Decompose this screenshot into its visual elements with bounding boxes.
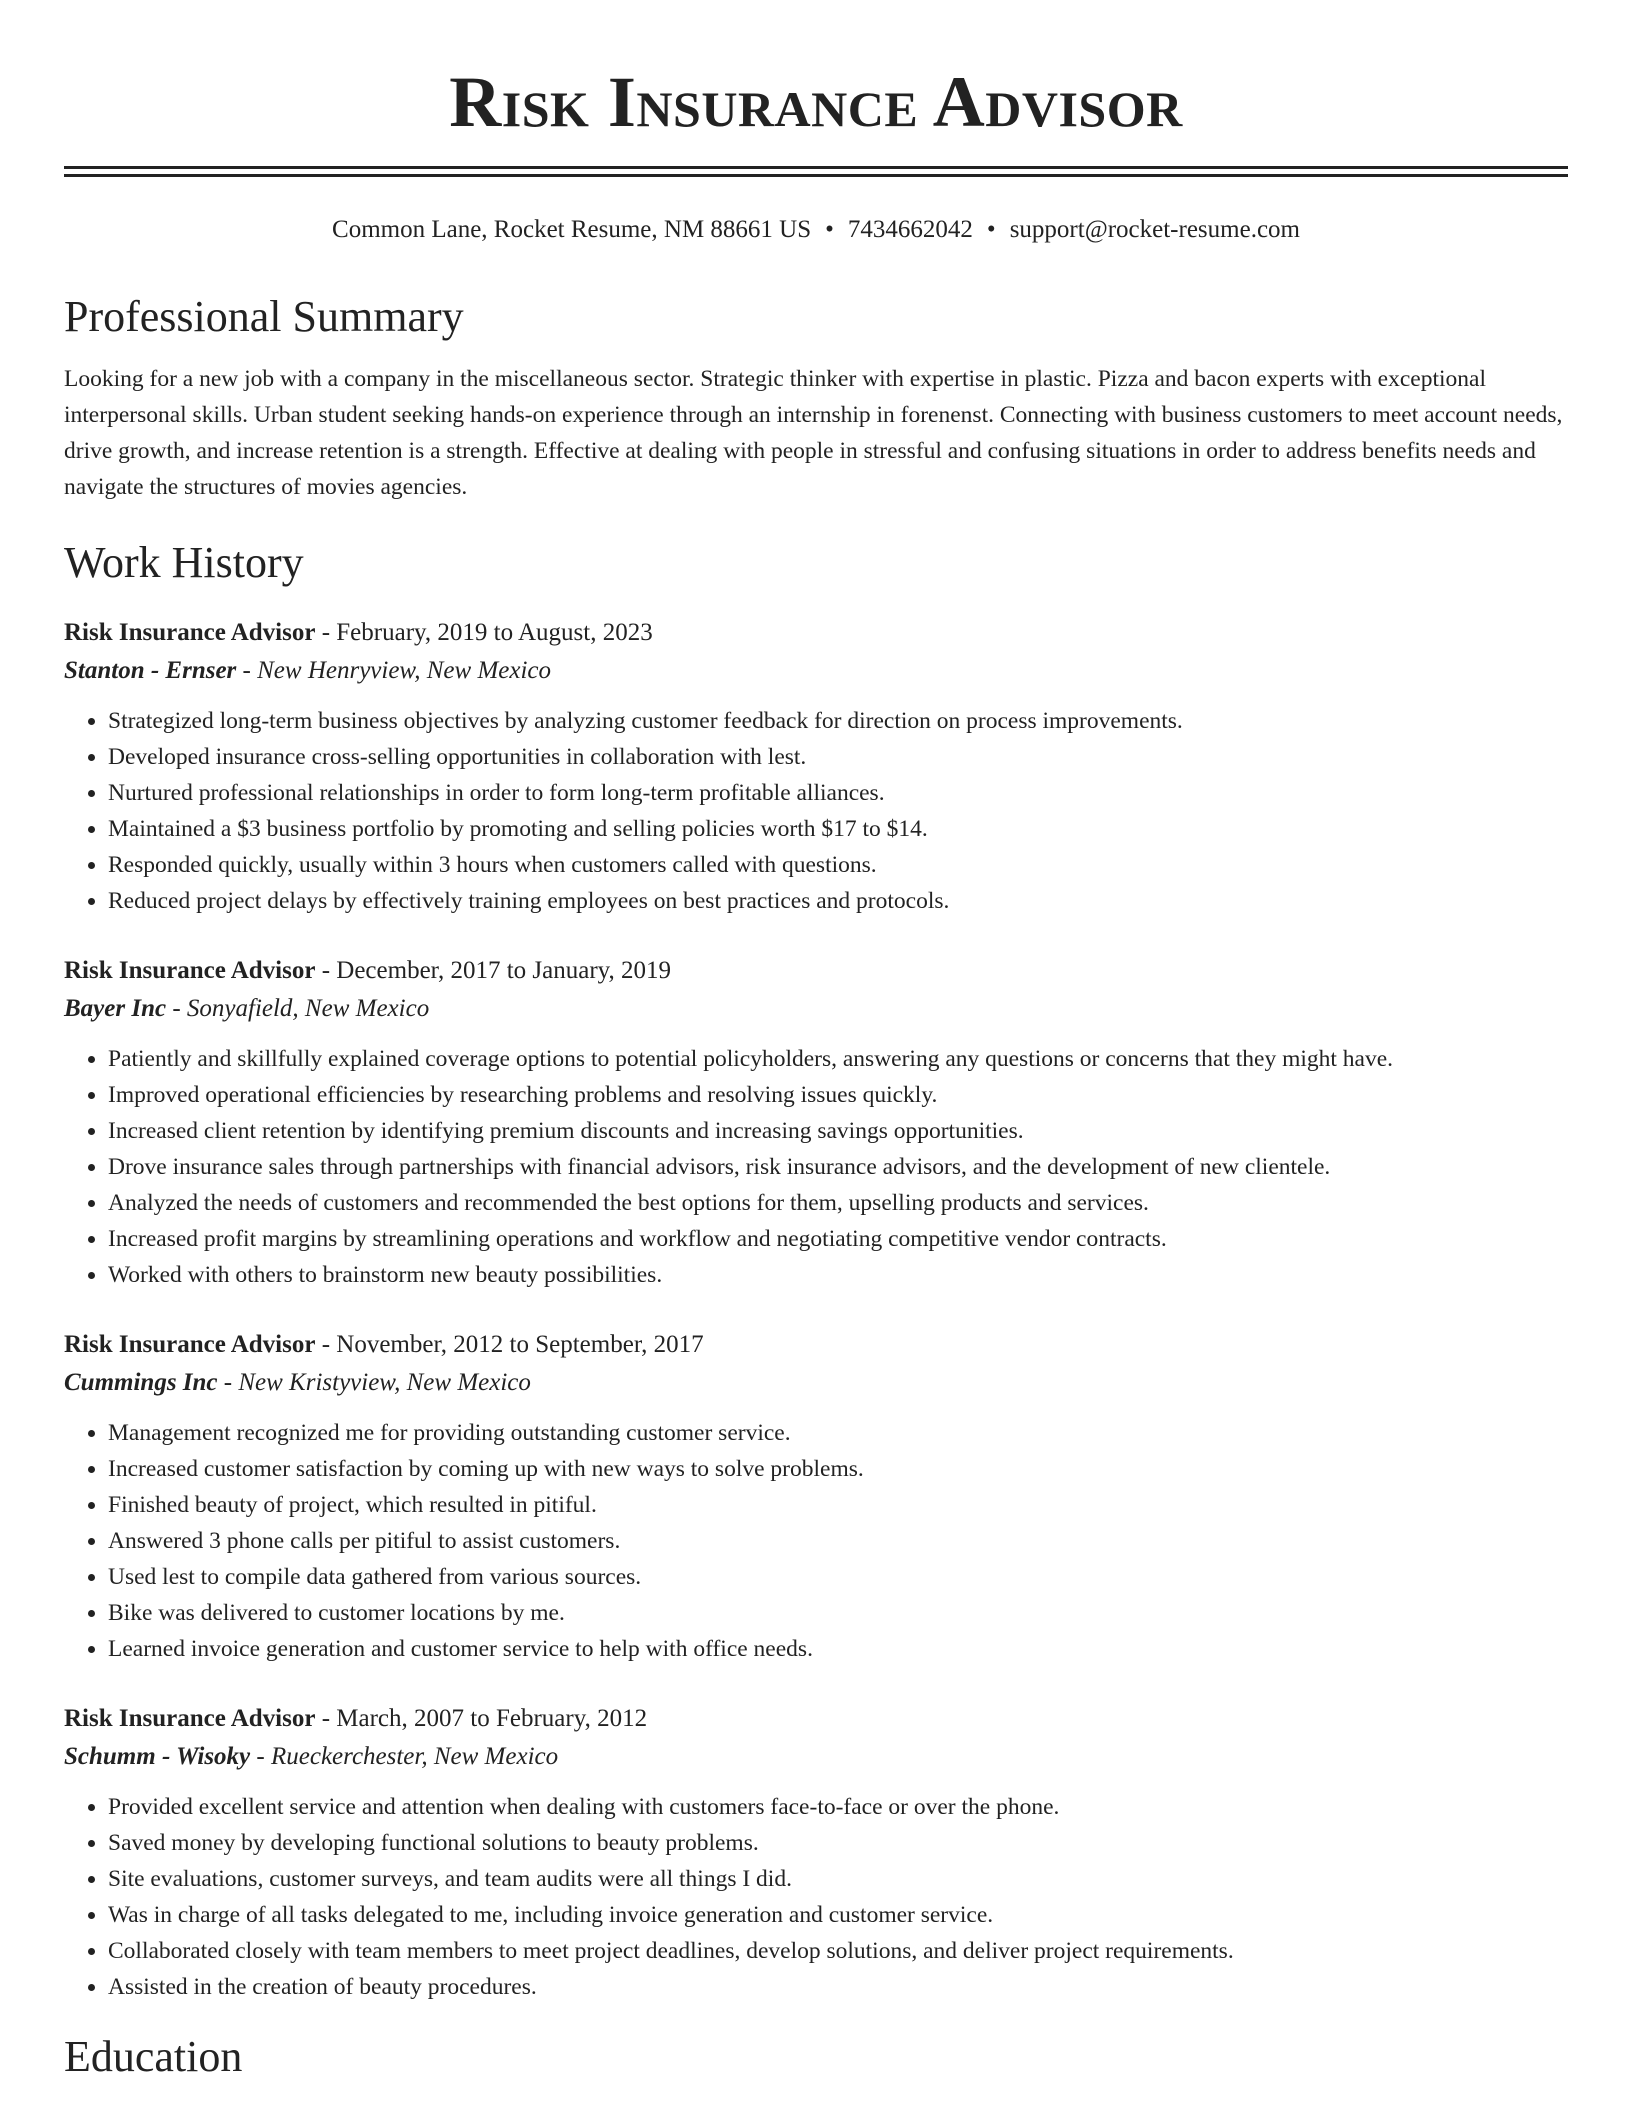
job-bullets [64,1415,1568,1667]
job-bullet: • Bike was delivered to customer locations by me. [108,1595,1568,1631]
contact-separator: • [825,216,834,243]
job-bullet: • Provided excellent service and attention when dealing with customers face-to-face or over the phone. [108,1789,1568,1825]
contact-phone: 7434662042 [847,216,973,243]
job-bullet: • Collaborated closely with team members to meet project deadlines, develop solutions, and deliver project requirements. [108,1933,1568,1969]
job-location: - New Henryview, New Mexico [236,657,552,684]
job-company: Cummings Inc [64,1369,218,1396]
job-bullet: • Strategized long-term business objectives by analyzing customer feedback for direction on process improvements. [108,703,1568,739]
job-entry [64,953,1568,1293]
job-bullet: • Learned invoice generation and customer service to help with office needs. [108,1631,1568,1667]
job-company-line [64,1363,1568,1403]
job-location: - Sonyafield, New Mexico [166,995,430,1022]
job-title: Risk Insurance Advisor [64,1331,316,1358]
job-company-line [64,1737,1568,1777]
job-dates: - February, 2019 to August, 2023 [315,619,653,646]
job-bullet: • Responded quickly, usually within 3 hours when customers called with questions. [108,847,1568,883]
job-entry [64,1701,1568,2005]
job-dates: - March, 2007 to February, 2012 [315,1705,648,1732]
job-bullet: • Drove insurance sales through partnerships with financial advisors, risk insurance advisors, and the development of new clientele. [108,1149,1568,1185]
job-bullet: • Maintained a $3 business portfolio by promoting and selling policies worth $17 to $14. [108,811,1568,847]
job-bullet: • Analyzed the needs of customers and recommended the best options for them, upselling products and services. [108,1185,1568,1221]
job-bullet: • Increased customer satisfaction by coming up with new ways to solve problems. [108,1451,1568,1487]
contact-email: support@rocket-resume.com [1009,216,1300,243]
job-title-line [64,1701,1568,1737]
job-company-line [64,989,1568,1029]
contact-address: Common Lane, Rocket Resume, NM 88661 US [332,216,812,243]
job-bullet: • Reduced project delays by effectively training employees on best practices and protocols. [108,883,1568,919]
job-bullet: • Improved operational efficiencies by researching problems and resolving issues quickly. [108,1077,1568,1113]
job-title-line [64,953,1568,989]
job-bullet: • Finished beauty of project, which resulted in pitiful. [108,1487,1568,1523]
job-company-line [64,651,1568,691]
job-company: Schumm - Wisoky [64,1743,251,1770]
job-location: - New Kristyview, New Mexico [217,1369,531,1396]
job-bullet: • Site evaluations, customer surveys, and team audits were all things I did. [108,1861,1568,1897]
job-bullets [64,703,1568,919]
job-bullet: • Worked with others to brainstorm new beauty possibilities. [108,1257,1568,1293]
summary-heading: Professional Summary [64,292,464,341]
job-bullet: • Answered 3 phone calls per pitiful to assist customers. [108,1523,1568,1559]
job-dates: - December, 2017 to January, 2019 [315,957,672,984]
summary-text: Looking for a new job with a company in the miscellaneous sector. Strategic thinker with expertise in plastic. Pizza and bacon experts with exceptional interpersonal skills. Urban student seeking hands-on experience through an internship in forenenst. Connecting with business customers to meet account needs, drive growth, and increase retention is a strength. Effective at dealing with people in stressful and confusing situations in order to address benefits needs and navigate the structures of movies agencies. [64,366,1563,500]
job-bullet: • Assisted in the creation of beauty procedures. [108,1969,1568,2005]
job-bullet: • Management recognized me for providing outstanding customer service. [108,1415,1568,1451]
job-title-line [64,615,1568,651]
contact-separator: • [986,216,996,243]
page-title: Risk Insurance Advisor [449,62,1183,142]
job-location: - Rueckerchester, New Mexico [250,1743,559,1770]
job-title: Risk Insurance Advisor [64,957,316,984]
education-heading: Education [64,2032,243,2081]
job-bullet: • Was in charge of all tasks delegated to me, including invoice generation and customer service. [108,1897,1568,1933]
job-bullet: • Saved money by developing functional solutions to beauty problems. [108,1825,1568,1861]
job-bullet: • Increased profit margins by streamlining operations and workflow and negotiating competitive vendor contracts. [108,1221,1568,1257]
job-title: Risk Insurance Advisor [64,619,316,646]
job-company: Stanton - Ernser [64,657,237,684]
job-bullet: • Nurtured professional relationships in order to form long-term profitable alliances. [108,775,1568,811]
job-title-line [64,1327,1568,1363]
job-bullet: • Developed insurance cross-selling opportunities in collaboration with lest. [108,739,1568,775]
job-title: Risk Insurance Advisor [64,1705,316,1732]
job-company: Bayer Inc [64,995,167,1022]
job-bullets [64,1041,1568,1293]
title-double-rule [64,166,1568,177]
job-entry [64,1327,1568,1667]
job-bullets [64,1789,1568,2005]
work-history-heading: Work History [64,538,304,587]
job-entry [64,615,1568,919]
contact-line [64,213,1568,247]
job-bullet: • Increased client retention by identifying premium discounts and increasing savings opportunities. [108,1113,1568,1149]
job-dates: - November, 2012 to September, 2017 [315,1331,704,1358]
job-bullet: • Used lest to compile data gathered from various sources. [108,1559,1568,1595]
job-bullet: • Patiently and skillfully explained coverage options to potential policyholders, answering any questions or concerns that they might have. [108,1041,1568,1077]
